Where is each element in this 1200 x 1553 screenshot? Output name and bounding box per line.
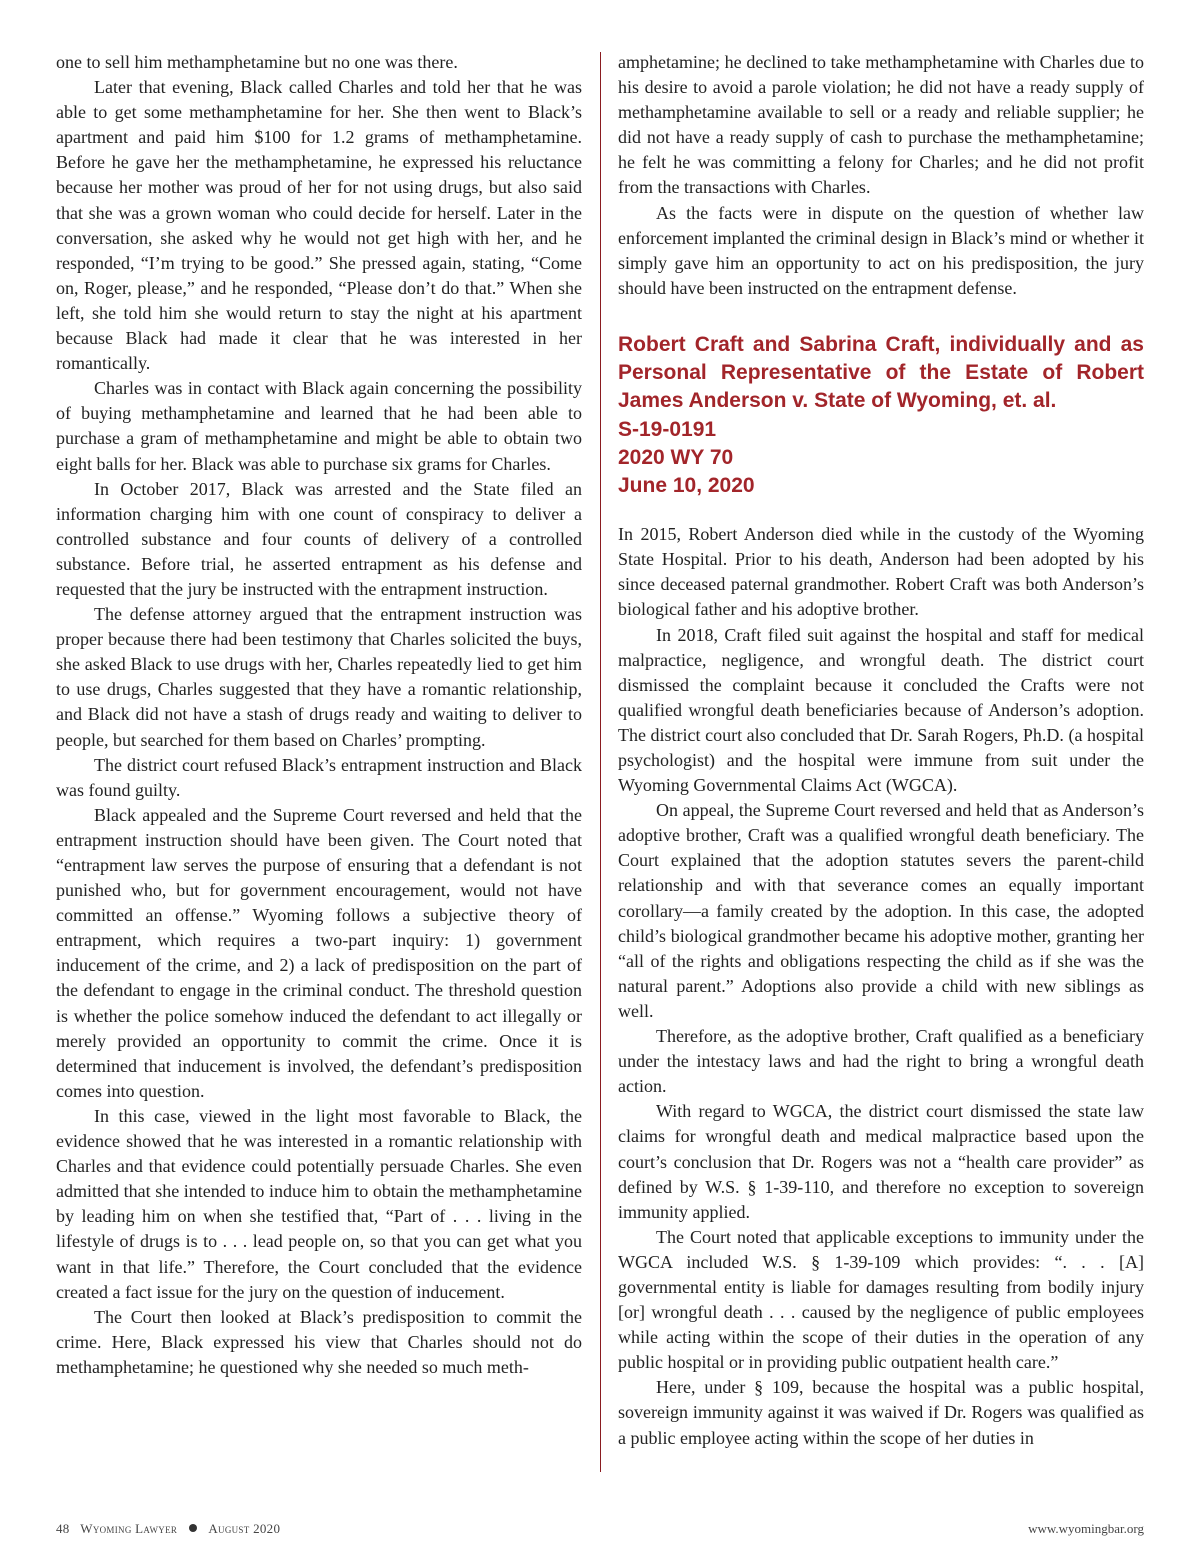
paragraph: one to sell him methamphetamine but no one was there. — [56, 52, 458, 72]
paragraph: With regard to WGCA, the district court dismissed the state law claims for wrongful death and medical malpractice based upon the court’s conclusion that Dr. Rogers was not a “health care provider” as defined by W.S. § 1-39-110, and therefore no exception to sovereign immunity applied. — [618, 1101, 1144, 1222]
paragraph: In 2015, Robert Anderson died while in the custody of the Wyoming State Hospital. Prior to his death, Anderson had been adopted by his since deceased paternal grandmother. Robert Craft was both Anderson’s biological father and his adoptive brother. — [618, 524, 1144, 620]
left-column — [56, 50, 582, 1380]
paragraph: Here, under § 109, because the hospital was a public hospital, sovereign immunity against it was waived if Dr. Rogers was qualified as a public employee acting within the scope of her duties in — [618, 1377, 1144, 1448]
case-citation: 2020 WY 70 — [618, 445, 734, 469]
website-url: www.wyomingbar.org — [1028, 1521, 1144, 1536]
paragraph: The district court refused Black’s entrapment instruction and Black was found guilty. — [56, 754, 582, 800]
paragraph: On appeal, the Supreme Court reversed and held that as Anderson’s adoptive brother, Craft was a qualified wrongful death beneficiary. The Court explained that the adoption statutes severs the parent-child relationship and with that severance comes an equally important corollary—a family created by the adoption. In this case, the adopted child’s biological grandmother became his adoptive mother, granting her “all of the rights and obligations respecting the child as if she was the natural parent.” Adoptions also provide a child with new siblings as well. — [618, 800, 1144, 1021]
paragraph: Later that evening, Black called Charles and told her that he was able to get some methamphetamine for her. She then went to Black’s apartment and paid him $100 for 1.2 grams of methamphetamine. Before he gave her the methamphetamine, he expressed his reluctance because her mother was proud of her for not using drugs, but also said that she was a grown woman who could decide for herself. Later in the conversation, she asked why he would not get high with her, and he responded, “I’m trying to be good.” She pressed again, stating, “Come on, Roger, please,” and he responded, “Please don’t do that.” When she left, she told him she would return to stay the night at his apartment because Black had made it clear that he was interested in her romantically. — [56, 77, 582, 374]
case-title: Robert Craft and Sabrina Craft, individually and as Personal Representative of the Estate of Robert James Anderson v. State of Wyoming, et. al. — [618, 332, 1144, 413]
paragraph: The Court noted that applicable exceptions to immunity under the WGCA included W.S. § 1-39-109 which provides: “. . . [A] governmental entity is liable for damages resulting from bodily injury [or] wrongful death . . . caused by the negligence of public employees while acting within the scope of their duties in the operation of any public hospital or in providing public outpatient health care.” — [618, 1226, 1144, 1373]
paragraph: In this case, viewed in the light most favorable to Black, the evidence showed that he was interested in a romantic relationship with Charles and that evidence could potentially persuade Charles. She even admitted that she intended to induce him to obtain the methamphetamine by leading him on when she testified that, “Part of . . . living in the lifestyle of drugs is to . . . lead people on, so that you can get what you want in that life.” Therefore, the Court concluded that the evidence created a fact issue for the jury on the question of inducement. — [56, 1105, 582, 1302]
paragraph: The defense attorney argued that the entrapment instruction was proper because there had been testimony that Charles solicited the buys, she asked Black to use drugs with her, Charles repeatedly lied to get him to use drugs, Charles suggested that they have a romantic relationship, and Black did not have a stash of drugs ready and waiting to deliver to people, but searched for them based on Charles’ prompting. — [56, 604, 582, 750]
right-column — [618, 50, 1144, 1451]
paragraph: Charles was in contact with Black again concerning the possibility of buying methamphetamine and learned that he had been able to purchase a gram of methamphetamine and might be able to obtain two eight balls for her. Black was able to purchase six grams for Charles. — [56, 378, 582, 474]
paragraph: Black appealed and the Supreme Court reversed and held that the entrapment instruction should have been given. The Court noted that “entrapment law serves the purpose of ensuring that a defendant is not punished who, but for government encouragement, would not have committed an offense.” Wyoming follows a subjective theory of entrapment, which requires a two-part inquiry: 1) government inducement of the crime, and 2) a lack of predisposition on the part of the defendant to engage in the criminal conduct. The threshold question is whether the police somehow induced the defendant to act illegally or merely provided an opportunity to commit the crime. Once it is determined that inducement is involved, the defendant’s predisposition comes into question. — [56, 804, 582, 1101]
case-docket: S-19-0191 — [618, 417, 717, 441]
paragraph: In October 2017, Black was arrested and the State filed an information charging him with one count of conspiracy to deliver a controlled substance and four counts of delivery of a controlled substance. Before trial, he asserted entrapment as his defense and requested that the jury be instructed with the entrapment instruction. — [56, 478, 582, 599]
paragraph: amphetamine; he declined to take methamphetamine with Charles due to his desire to avoid a parole violation; he did not have a ready supply of methamphetamine available to sell or a ready and reliable supplier; he did not have a ready supply of cash to purchase the methamphetamine; he felt he was committing a felony for Charles; and he did not profit from the transactions with Charles. — [618, 52, 1144, 198]
paragraph: The Court then looked at Black’s predisposition to commit the crime. Here, Black expressed his view that Charles should not do methamphetamine; he questioned why she needed so much meth- — [56, 1306, 582, 1377]
bullet-icon — [189, 1524, 197, 1532]
paragraph: Therefore, as the adoptive brother, Craft qualified as a beneficiary under the intestacy laws and had the right to bring a wrongful death action. — [618, 1026, 1144, 1097]
publication-name: Wyoming Lawyer — [80, 1521, 178, 1536]
footer-left — [56, 1521, 280, 1537]
page-footer — [56, 1521, 1144, 1543]
case-heading — [618, 331, 1144, 500]
column-divider — [600, 52, 601, 1472]
paragraph: In 2018, Craft filed suit against the hospital and staff for medical malpractice, negligence, and wrongful death. The district court dismissed the complaint because it concluded the Crafts were not qualified wrongful death beneficiaries because of Anderson’s adoption. The district court also concluded that Dr. Sarah Rogers, Ph.D. (a hospital psychologist) and the hospital were immune from suit under the Wyoming Governmental Claims Act (WGCA). — [618, 624, 1144, 796]
case-date: June 10, 2020 — [618, 473, 755, 497]
issue-date: August 2020 — [208, 1521, 281, 1536]
page-number: 48 — [56, 1521, 70, 1536]
paragraph: As the facts were in dispute on the question of whether law enforcement implanted the criminal design in Black’s mind or whether it simply gave him an opportunity to act on his predisposition, the jury should have been instructed on the entrapment defense. — [618, 202, 1144, 298]
